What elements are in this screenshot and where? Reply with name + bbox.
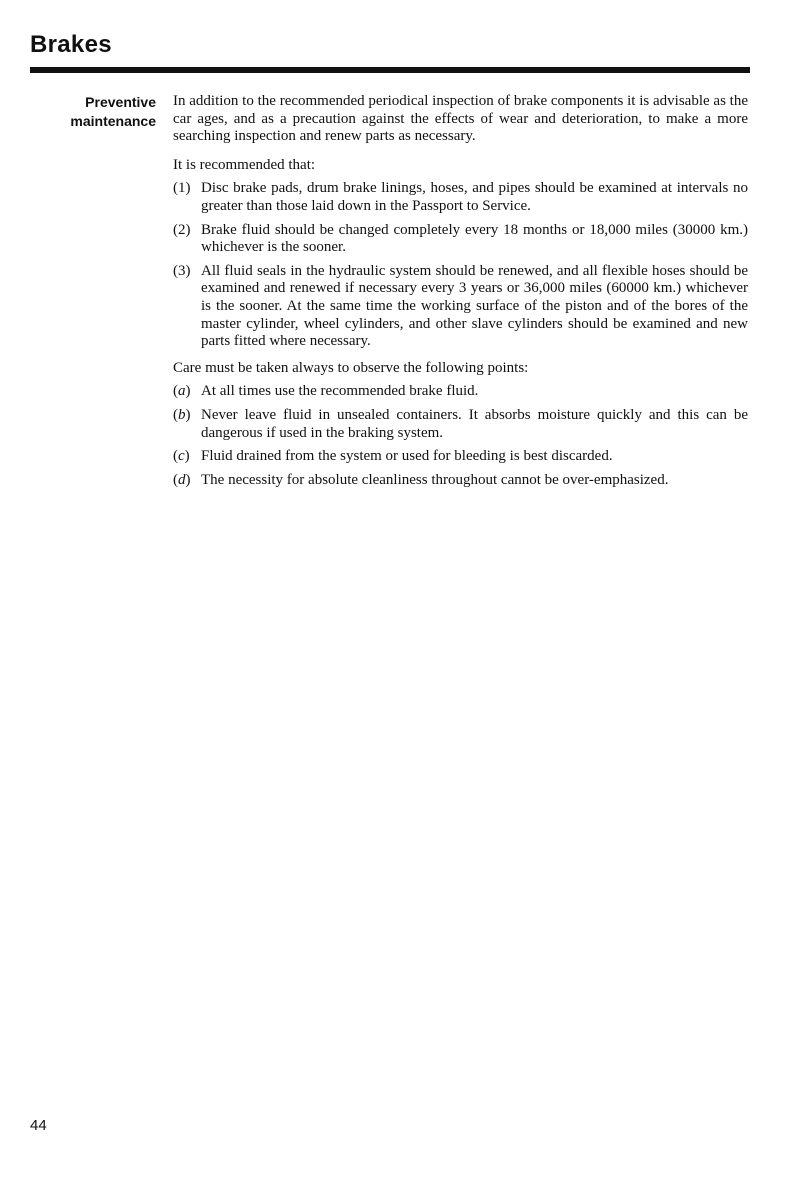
item-marker: (2) — [173, 221, 191, 238]
item-text: The necessity for absolute cleanliness throughout cannot be over-emphasized. — [201, 471, 669, 488]
item-marker: (b) — [173, 406, 191, 423]
item-marker: (d) — [173, 471, 191, 488]
care-lead: Care must be taken always to observe the following points: — [173, 359, 529, 376]
page-number: 44 — [30, 1117, 47, 1134]
title-rule — [30, 67, 750, 73]
page-title: Brakes — [30, 31, 112, 58]
item-letter: d — [178, 471, 186, 488]
item-text: Brake fluid should be changed completely every 18 months or 18,000 miles (30000 km.) whichever is the sooner. — [201, 221, 748, 256]
lettered-item — [173, 383, 748, 401]
item-marker: (c) — [173, 448, 190, 465]
item-text: Never leave fluid in unsealed containers. It absorbs moisture quickly and this can be dangerous if used in the braking system. — [201, 406, 748, 441]
numbered-item — [173, 222, 748, 257]
numbered-item — [173, 263, 748, 351]
intro-paragraph: In addition to the recommended periodical inspection of brake components it is advisable as the car ages, and as a precaution against the effects of wear and deterioration, to make a more searching inspection and renew parts as necessary. — [173, 93, 748, 145]
lettered-item — [173, 448, 748, 466]
section-body — [173, 93, 748, 489]
item-letter: a — [178, 383, 186, 400]
lettered-item — [173, 472, 748, 490]
recommend-lead: It is recommended that: — [173, 156, 316, 173]
item-marker: (3) — [173, 262, 191, 279]
item-marker: (a) — [173, 383, 191, 400]
item-letter: c — [178, 448, 185, 465]
numbered-item — [173, 180, 748, 215]
section-heading-line-1: Preventive — [85, 94, 156, 110]
item-text: Fluid drained from the system or used for bleeding is best discarded. — [201, 448, 613, 465]
item-marker: (1) — [173, 180, 191, 197]
item-letter: b — [178, 406, 186, 423]
lettered-item — [173, 407, 748, 442]
item-text: Disc brake pads, drum brake linings, hoses, and pipes should be examined at intervals no greater than those laid down in the Passport to Service. — [201, 180, 748, 214]
section-heading-line-2: maintenance — [70, 113, 156, 129]
section-heading — [30, 93, 156, 131]
item-text: At all times use the recommended brake fluid. — [201, 383, 479, 400]
item-text: All fluid seals in the hydraulic system should be renewed, and all flexible hoses should be examined and renewed if necessary every 3 years or 36,000 miles (60000 km.) whichever is the sooner. At the same time the working surface of the piston and of the bores of the master cylinder, wheel cylinders, and other slave cylinders should be examined and new parts fitted where necessary. — [201, 262, 748, 350]
